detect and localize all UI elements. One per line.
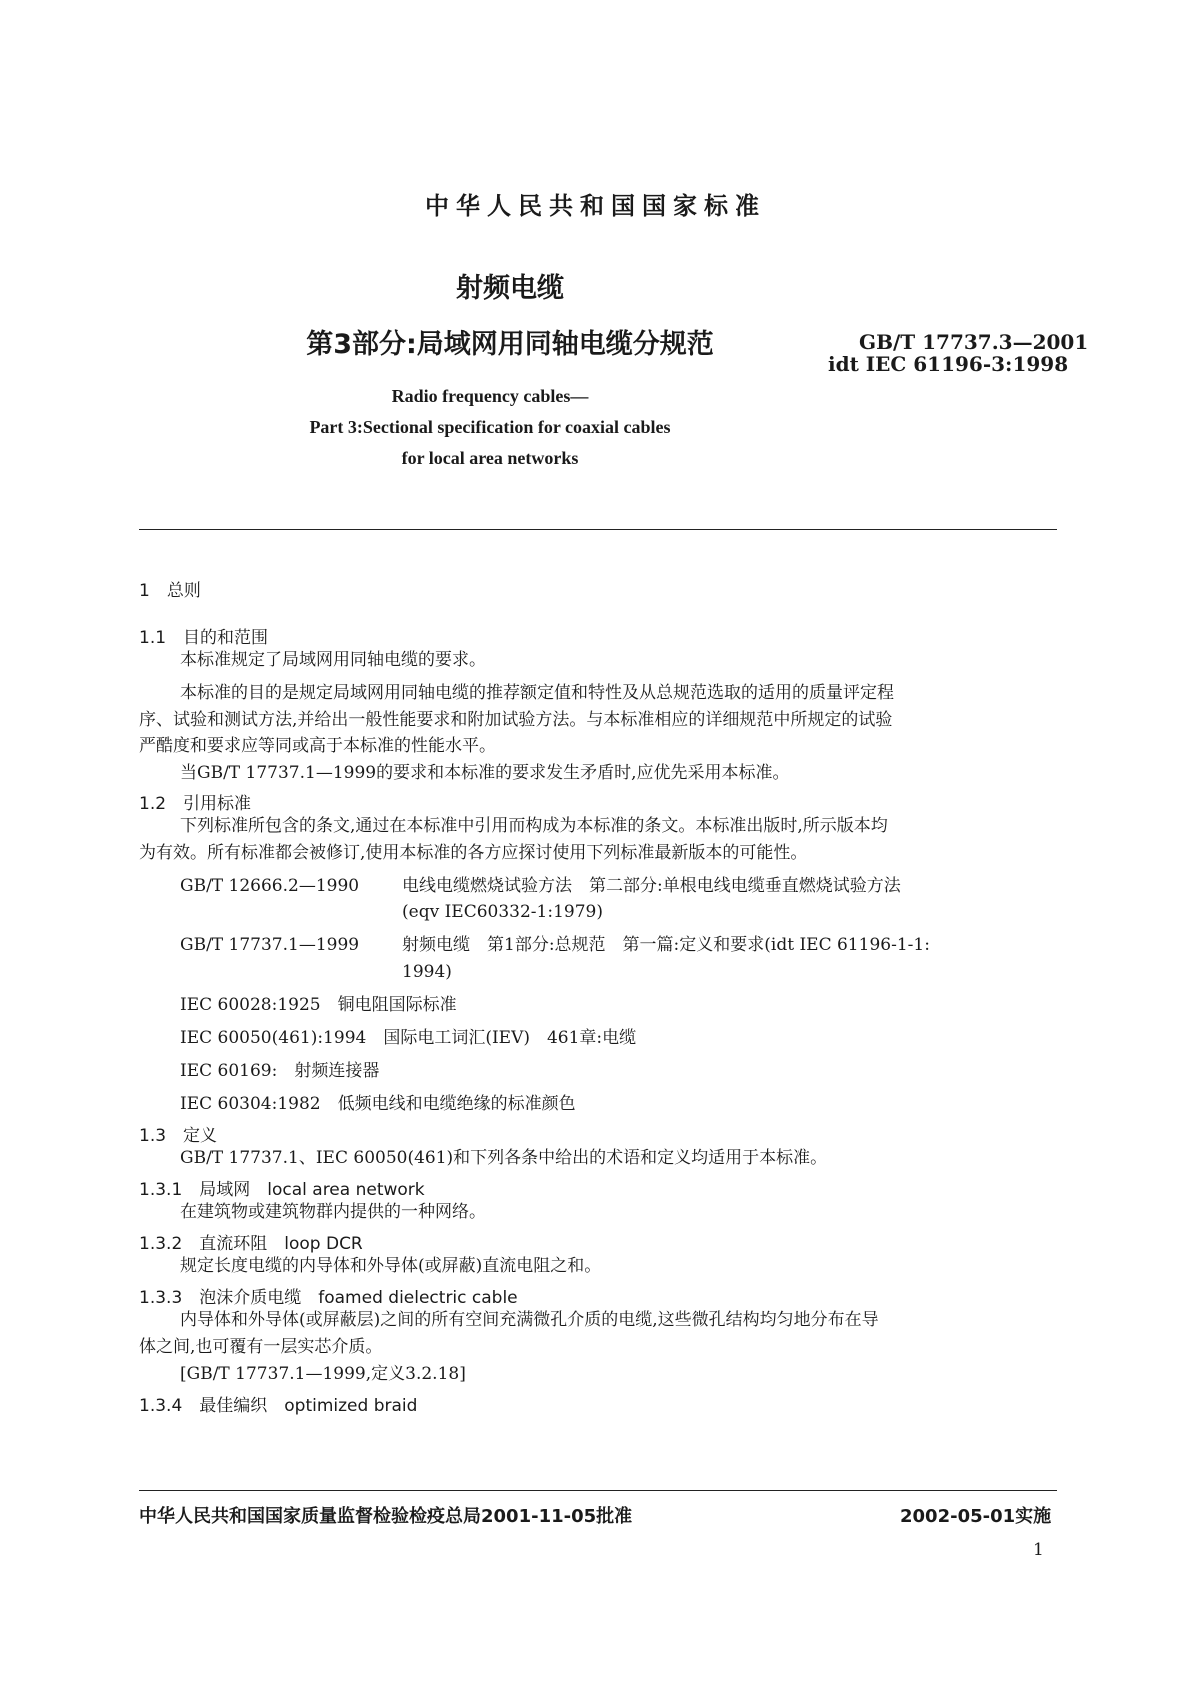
paragraph: 规定长度电缆的内导体和外导体(或屏蔽)直流电阻之和。 <box>180 1256 602 1276</box>
english-title-2: Part 3:Sectional specification for coaxial cables <box>309 417 671 437</box>
paragraph: 本标准的目的是规定局域网用同轴电缆的推荐额定值和特性及从总规范选取的适用的质量评定程 <box>180 683 894 703</box>
paragraph: 为有效。所有标准都会被修订,使用本标准的各方应探讨使用下列标准最新版本的可能性。 <box>139 843 808 863</box>
ref-item: IEC 60169: 射频连接器 <box>180 1061 380 1081</box>
ref-title-cont: (eqv IEC60332-1:1979) <box>402 902 603 922</box>
paragraph: 当GB/T 17737.1—1999的要求和本标准的要求发生矛盾时,应优先采用本标准。 <box>180 763 790 783</box>
ref-item: IEC 60050(461):1994 国际电工词汇(IEV) 461章:电缆 <box>180 1028 637 1048</box>
citation: [GB/T 17737.1—1999,定义3.2.18] <box>180 1364 466 1384</box>
english-title-3: for local area networks <box>401 448 579 468</box>
paragraph: 下列标准所包含的条文,通过在本标准中引用而构成为本标准的条文。本标准出版时,所示版本均 <box>180 816 888 836</box>
footer-rule <box>139 1490 1057 1491</box>
section-1-3-4-heading: 1.3.4 最佳编织 optimized braid <box>139 1396 418 1416</box>
ref-title: 电线电缆燃烧试验方法 第二部分:单根电线电缆垂直燃烧试验方法 <box>402 876 901 896</box>
approval-line: 中华人民共和国国家质量监督检验检疫总局2001-11-05批准 <box>139 1506 633 1527</box>
paragraph: 序、试验和测试方法,并给出一般性能要求和附加试验方法。与本标准相应的详细规范中所规定的试验 <box>139 710 893 730</box>
paragraph: 体之间,也可覆有一层实芯介质。 <box>139 1337 383 1357</box>
title-line-1: 射频电缆 <box>456 273 564 304</box>
section-1-3-1-heading: 1.3.1 局域网 local area network <box>139 1180 425 1200</box>
ref-code: GB/T 17737.1—1999 <box>180 935 360 955</box>
title-line-2: 第3部分:局域网用同轴电缆分规范 <box>306 329 714 360</box>
ref-code: GB/T 12666.2—1990 <box>180 876 360 896</box>
paragraph: 内导体和外导体(或屏蔽层)之间的所有空间充满微孔介质的电缆,这些微孔结构均匀地分布在导 <box>180 1310 879 1330</box>
paragraph: 本标准规定了局域网用同轴电缆的要求。 <box>180 650 486 670</box>
english-title-1: Radio frequency cables— <box>391 386 589 406</box>
section-1-1-heading: 1.1 目的和范围 <box>139 628 269 648</box>
section-1-3-2-heading: 1.3.2 直流环阻 loop DCR <box>139 1234 363 1254</box>
paragraph: 在建筑物或建筑物群内提供的一种网络。 <box>180 1202 486 1222</box>
ref-title: 射频电缆 第1部分:总规范 第一篇:定义和要求(idt IEC 61196-1-1: <box>402 935 930 955</box>
idt-code: idt IEC 61196-3:1998 <box>828 352 1069 376</box>
paragraph: GB/T 17737.1、IEC 60050(461)和下列各条中给出的术语和定义均适用于本标准。 <box>180 1148 828 1168</box>
page-number: 1 <box>1033 1540 1044 1560</box>
section-1-3-3-heading: 1.3.3 泡沫介质电缆 foamed dielectric cable <box>139 1288 518 1308</box>
section-1-heading: 1 总则 <box>139 581 201 601</box>
section-1-2-heading: 1.2 引用标准 <box>139 794 252 814</box>
standard-code: GB/T 17737.3—2001 <box>859 330 1089 354</box>
ref-title-cont: 1994) <box>402 962 452 982</box>
implementation-date: 2002-05-01实施 <box>900 1506 1052 1527</box>
ref-item: IEC 60028:1925 铜电阻国际标准 <box>180 995 457 1015</box>
header-rule <box>139 529 1057 530</box>
ref-item: IEC 60304:1982 低频电线和电缆绝缘的标准颜色 <box>180 1094 576 1114</box>
standard-header: 中华人民共和国国家标准 <box>425 192 766 220</box>
section-1-3-heading: 1.3 定义 <box>139 1126 218 1146</box>
paragraph: 严酷度和要求应等同或高于本标准的性能水平。 <box>139 736 496 756</box>
